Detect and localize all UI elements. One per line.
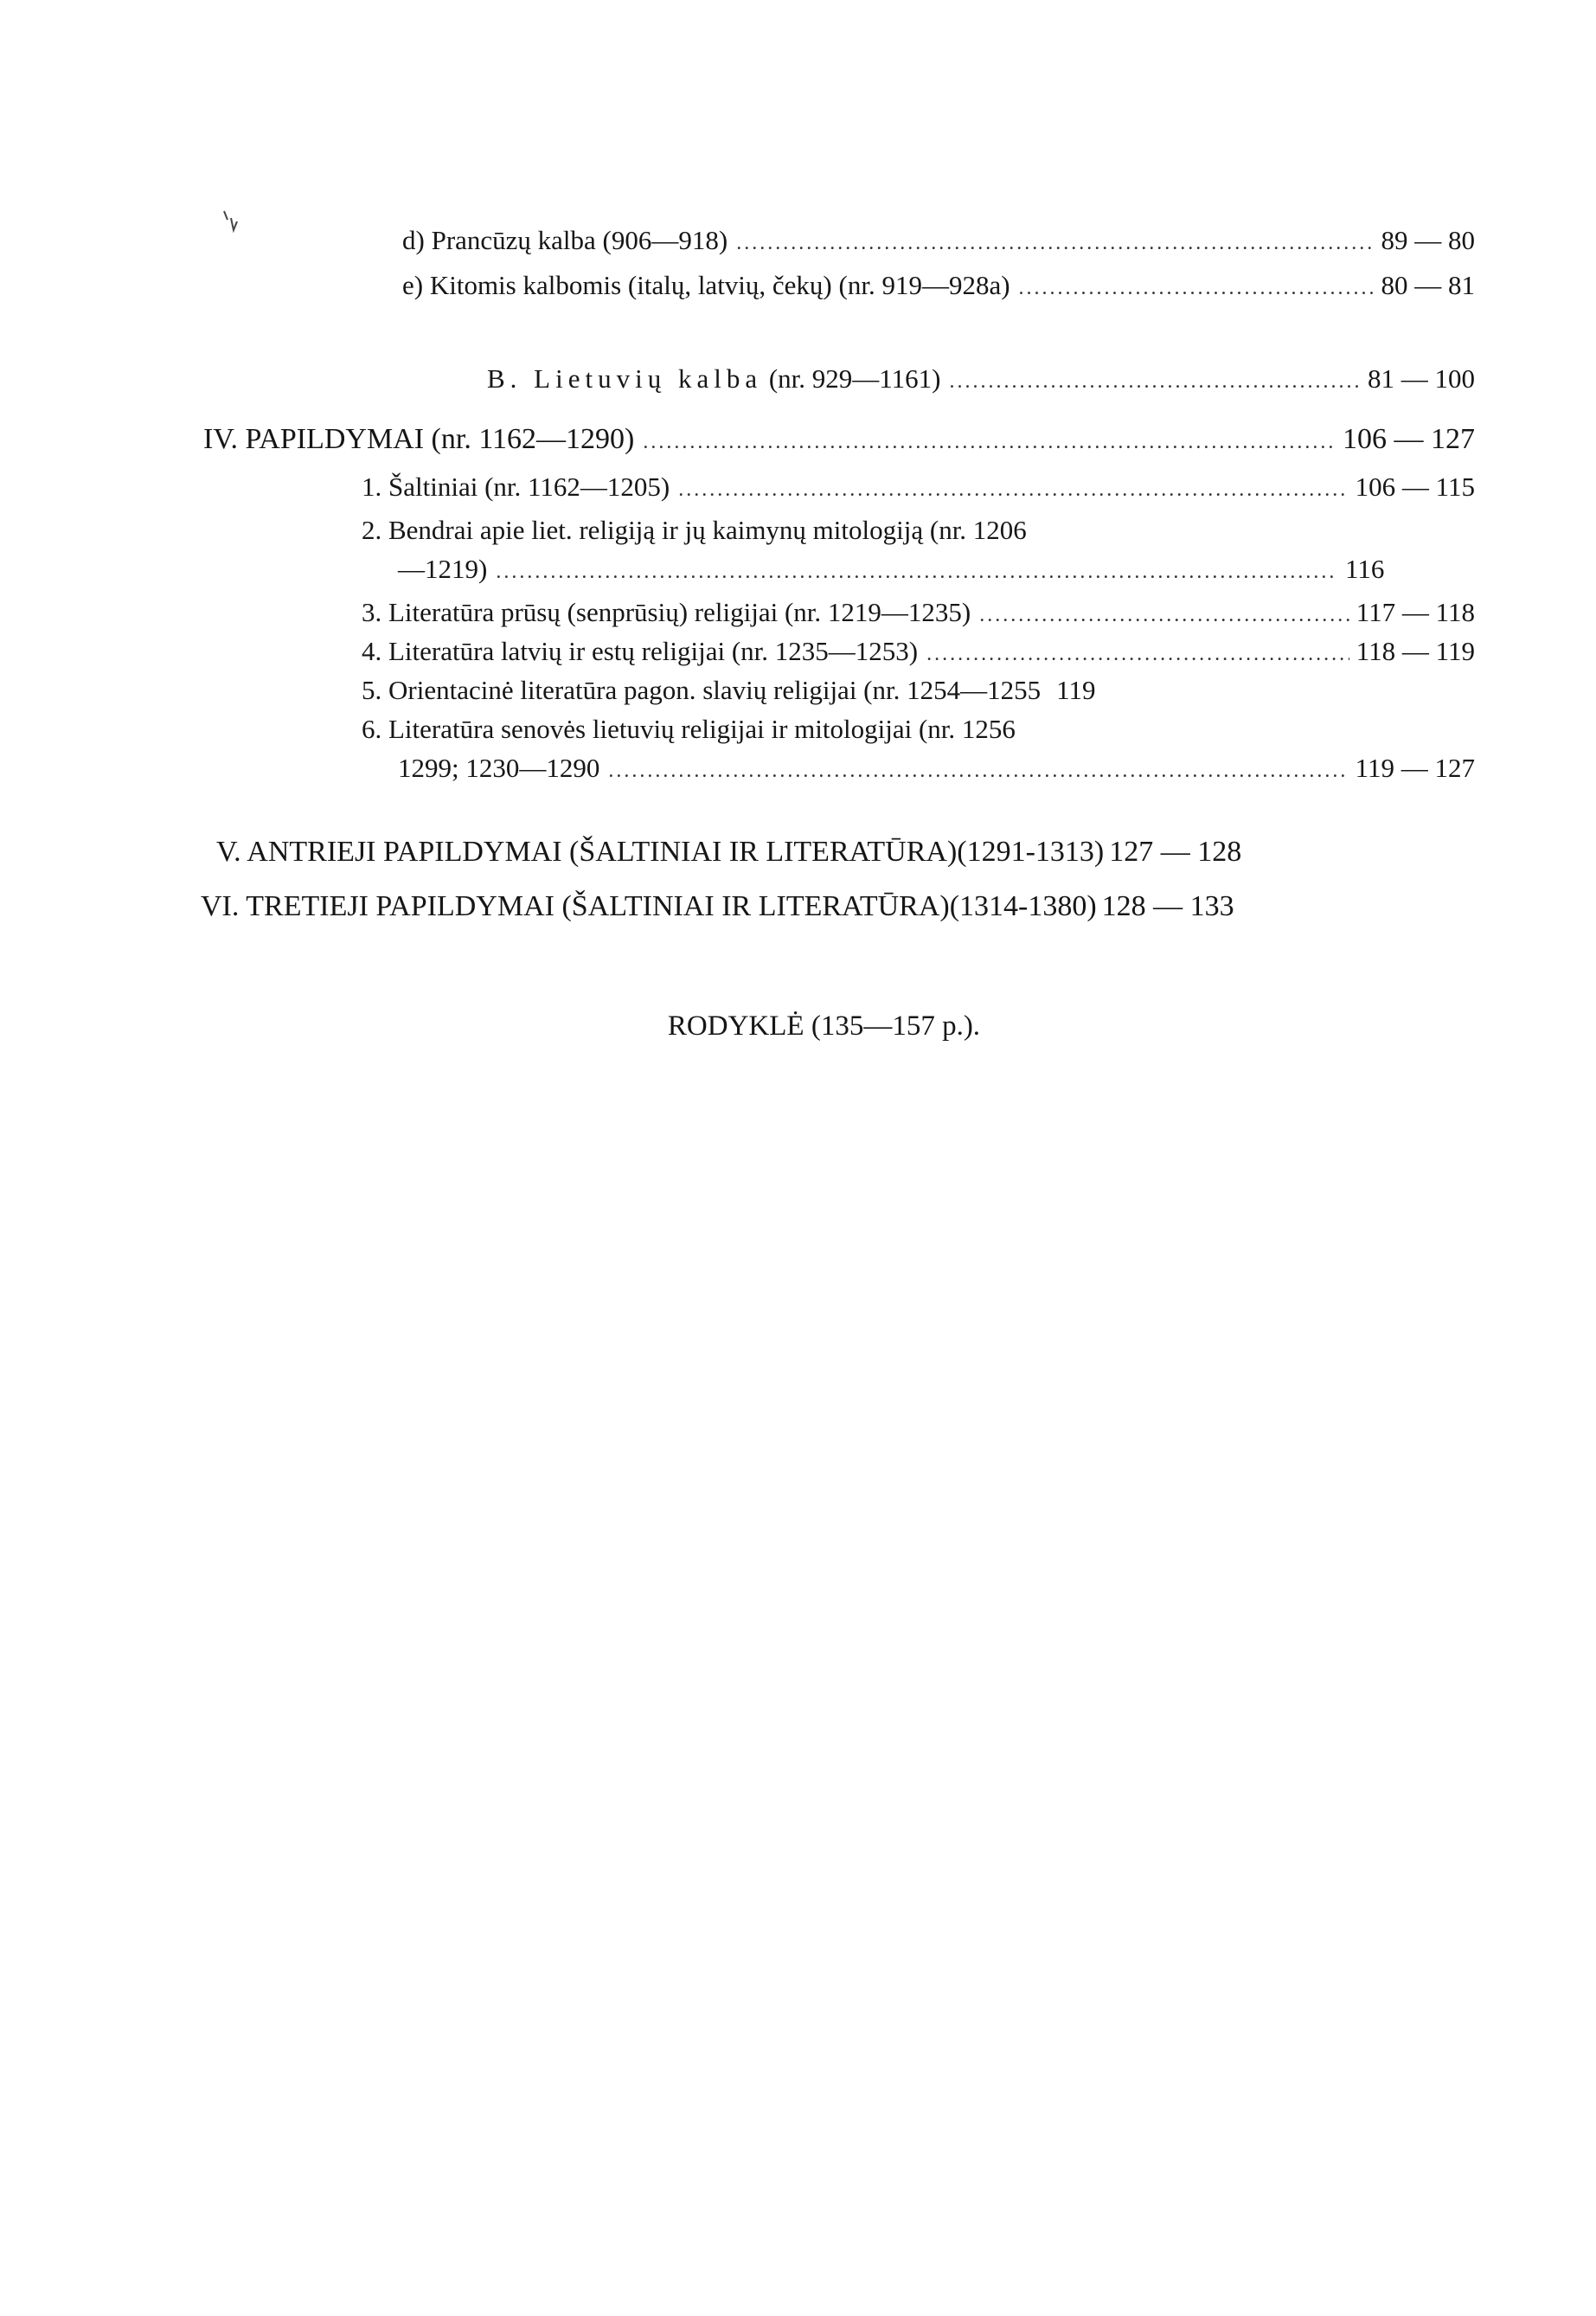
toc-entry-label: IV. PAPILDYMAI (nr. 1162—1290) [203,423,635,455]
toc-entry-iv-2-line1: 2. Bendrai apie liet. religiją ir jų kaimynų mitologiją (nr. 1206 [362,515,1027,545]
leader-dots [1019,271,1375,305]
leader-dots [949,364,1361,399]
toc-entry-iv-4 [362,634,1475,671]
toc-entry-label-spaced: B. Lietuvių kalba [487,363,763,394]
toc-entry-iv-6-line1: 6. Literatūra senovės lietuvių religijai ir mitologijai (nr. 1256 [362,714,1016,744]
toc-entry-d [402,223,1475,260]
toc-entry-iv-3 [362,595,1475,632]
toc-entry-iv-1 [362,470,1475,507]
leader-dots [496,555,1338,589]
toc-entry-pages: 127 — 128 [1109,836,1242,868]
toc-entry-e [402,268,1475,305]
toc-entry-pages: 119 [1056,675,1096,705]
leader-dots [643,425,1336,459]
stray-mark-icon [221,208,240,242]
toc-entry-label-rest: (nr. 929—1161) [768,363,941,394]
toc-entry-pages: 106 — 115 [1355,472,1475,502]
toc-entry-label: 5. Orientacinė literatūra pagon. slavių religijai (nr. 1254—1255 [362,675,1042,705]
toc-entry-iv-5 [362,673,1475,708]
toc-entry-label: V. ANTRIEJI PAPILDYMAI (ŠALTINIAI IR LITERATŪRA)(1291-1313) [216,836,1105,868]
toc-entry-b [487,362,1475,399]
leader-dots [678,472,1348,507]
toc-entry-pages: 118 — 119 [1356,636,1475,666]
toc-entry-pages: 106 — 127 [1343,423,1475,455]
toc-entry-vi [201,889,1488,924]
toc-entry-v [216,835,1488,869]
leader-dots [979,598,1349,632]
toc-entry-pages: 117 — 118 [1356,597,1475,627]
toc-entry-iv [203,422,1475,459]
toc-entry-label: VI. TRETIEJI PAPILDYMAI (ŠALTINIAI IR LITERATŪRA)(1314-1380) [201,890,1097,922]
toc-entry-label: e) Kitomis kalbomis (italų, latvių, čekų) (nr. 919—928a) [402,270,1010,300]
leader-dots [926,637,1349,671]
toc-entry-label: d) Prancūzų kalba (906—918) [402,225,728,255]
toc-entry-pages: 81 — 100 [1368,363,1475,394]
toc-entry-label: 3. Literatūra prūsų (senprūsių) religijai (nr. 1219—1235) [362,597,971,627]
toc-entry-iv-2 [398,552,1475,589]
leader-dots [608,754,1348,788]
toc-entry-pages: 116 [1345,554,1385,584]
toc-entry-label [487,362,940,396]
toc-entry-label: 4. Literatūra latvių ir estų religijai (nr. 1235—1253) [362,636,919,666]
leader-dots [736,226,1374,260]
toc-entry-label: 1. Šaltiniai (nr. 1162—1205) [362,472,670,502]
toc-entry-pages: 89 — 80 [1381,225,1475,255]
toc-entry-label-cont: —1219) [398,554,488,584]
index-reference: RODYKLĖ (135—157 p.). [667,1010,981,1042]
toc-entry-iv-6 [398,751,1475,788]
toc-entry-pages: 128 — 133 [1101,890,1234,922]
toc-entry-pages: 80 — 81 [1381,270,1475,300]
toc-entry-pages: 119 — 127 [1355,753,1475,783]
toc-entry-label-cont: 1299; 1230—1290 [398,753,600,783]
